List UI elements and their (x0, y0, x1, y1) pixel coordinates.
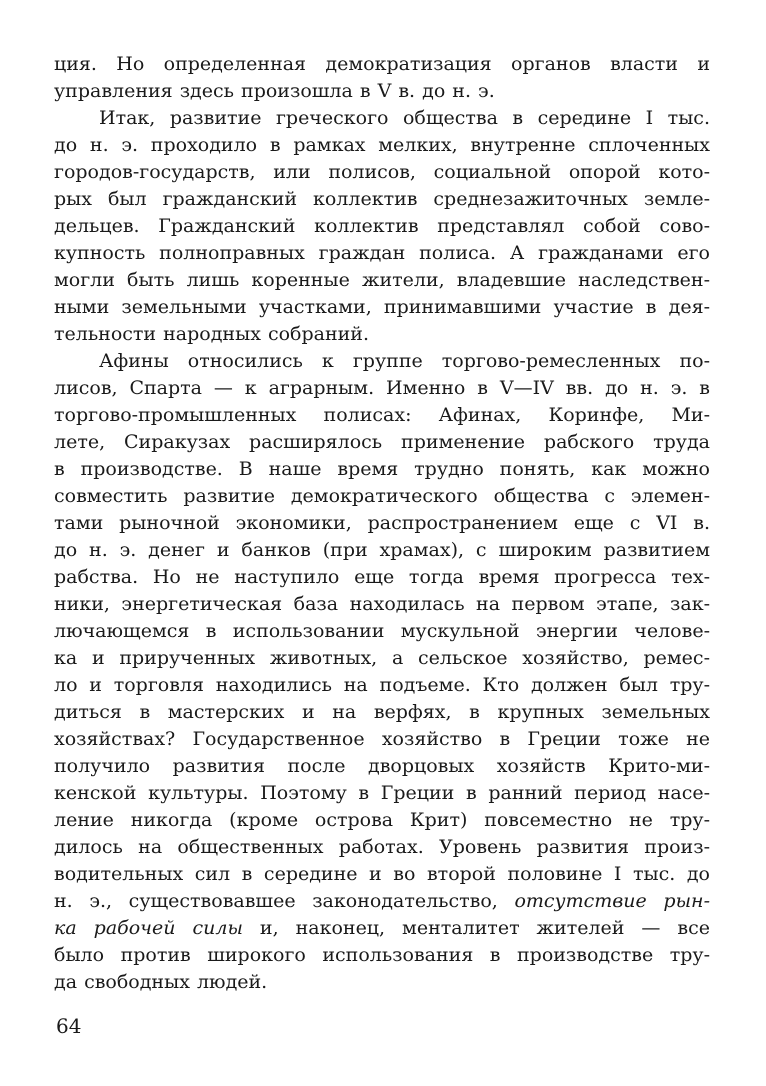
text-line: получило развития после дворцовых хозяйств Крито-ми- (54, 755, 710, 777)
text-line: диться в мастерских и на верфях, в крупных земельных (54, 701, 710, 723)
text-line: совместить развитие демократического общества с элемен- (54, 485, 710, 507)
text-line: Итак, развитие греческого общества в середине I тыс. (99, 107, 710, 129)
text-line: да свободных людей. (54, 971, 268, 993)
text-line: ка и прирученных животных, а сельское хозяйство, ремес- (54, 647, 710, 669)
text-line: лисов, Спарта — к аграрным. Именно в V—IV вв. до н. э. в (54, 377, 710, 399)
text-line: Афины относились к группе торгово-ремесленных по- (99, 350, 710, 372)
text-line: лючающемся в использовании мускульной энергии челове- (54, 620, 710, 642)
text-line: ление никогда (кроме острова Крит) повсеместно не тру- (54, 809, 710, 831)
text-line-mixed (54, 888, 710, 915)
text-line: торгово-промышленных полисах: Афинах, Коринфе, Ми- (54, 404, 710, 426)
text-segment: н. э., существовавшее законодательство, (54, 890, 515, 912)
text-line: в производстве. В наше время трудно понять, как можно (54, 458, 710, 480)
text-line: дилось на общественных работах. Уровень развития произ- (54, 836, 710, 858)
text-line: ло и торговля находились на подъеме. Кто должен был тру- (54, 674, 710, 696)
paragraph-3 (54, 348, 710, 996)
text-line: ники, энергетическая база находилась на первом этапе, зак- (54, 593, 710, 615)
text-line: ными земельными участками, принимавшими участие в дея- (54, 296, 710, 318)
text-line: рабства. Но не наступило еще тогда время прогресса тех- (54, 566, 710, 588)
text-line: до н. э. проходило в рамках мелких, внутренне сплоченных (54, 134, 710, 156)
text-line: хозяйствах? Государственное хозяйство в Греции тоже не (54, 728, 710, 750)
text-line: было против широкого использования в производстве тру- (54, 944, 710, 966)
text-line: управления здесь произошла в V в. до н. э. (54, 80, 495, 102)
text-line-mixed (54, 915, 710, 942)
paragraph-2 (54, 105, 710, 348)
text-line: до н. э. денег и банков (при храмах), с широким развитием (54, 539, 710, 561)
italic-emphasis: ка рабочей силы (54, 917, 243, 939)
text-line: рых был гражданский коллектив среднезажиточных земле- (54, 188, 710, 210)
text-line: городов-государств, или полисов, социальной опорой кото- (54, 161, 710, 183)
text-line: могли быть лишь коренные жители, владевшие наследствен- (54, 269, 710, 291)
text-line: тельности народных собраний. (54, 323, 369, 345)
text-line: водительных сил в середине и во второй половине I тыс. до (54, 863, 710, 885)
text-line: тами рыночной экономики, распространением еще с VI в. (54, 512, 710, 534)
text-line: лете, Сиракузах расширялось применение рабского труда (54, 431, 710, 453)
text-line: ция. Но определенная демократизация органов власти и (54, 53, 710, 75)
italic-emphasis: отсутствие рын- (514, 890, 710, 912)
text-line: дельцев. Гражданский коллектив представлял собой сово- (54, 215, 710, 237)
page-number: 64 (56, 1014, 82, 1038)
text-line: кенской культуры. Поэтому в Греции в ранний период насе- (54, 782, 710, 804)
text-segment: и, наконец, менталитет жителей — все (242, 917, 710, 939)
text-line: купность полноправных граждан полиса. А гражданами его (54, 242, 710, 264)
paragraph-1 (54, 51, 710, 105)
